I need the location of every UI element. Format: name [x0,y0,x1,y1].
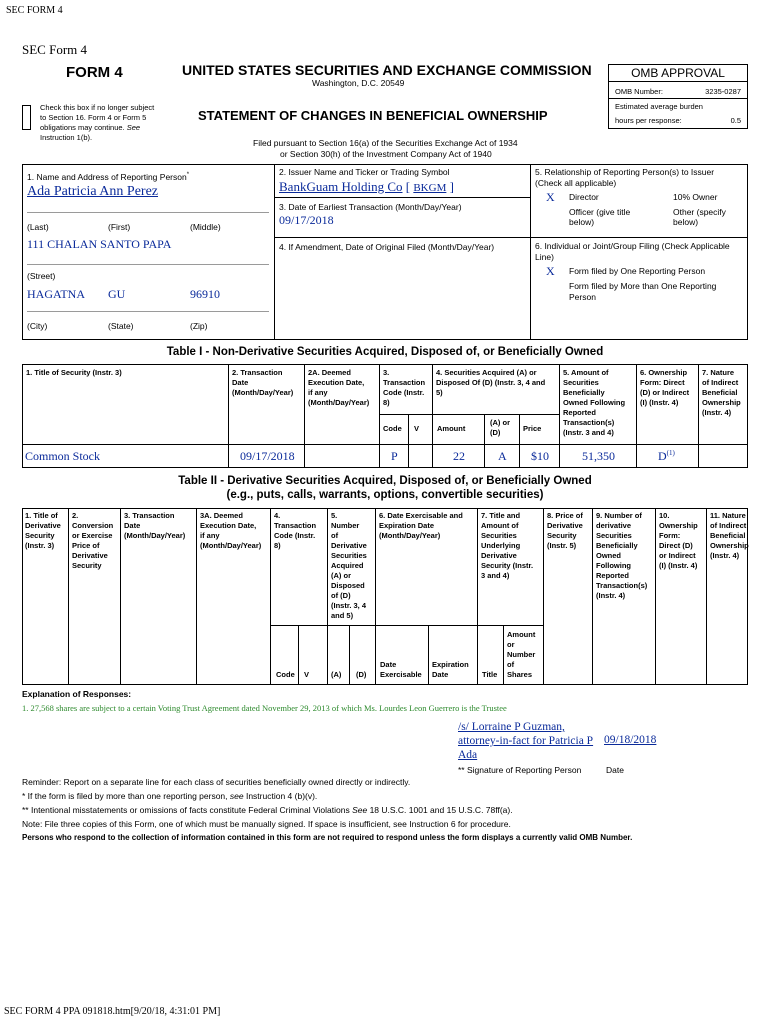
t2-d-subheader: (D) [356,670,367,679]
street-address: 111 CHALAN SANTO PAPA [27,237,172,251]
t1-acquired-disposed: A [498,449,507,463]
no-longer-subject-checkbox[interactable] [22,105,31,130]
multiple-persons-label: Form filed by More than One Reporting Person [569,281,717,302]
city-value: HAGATNA [27,287,85,301]
t1-security-title: Common Stock [25,449,101,463]
t2-v-subheader: V [304,670,310,679]
last-name-label: (Last) [27,222,49,232]
t1-code-subheader: Code [383,424,402,433]
t2-col3-header: 3. Transaction Date (Month/Day/Year) [124,511,186,540]
t2-col1-header: 1. Title of Derivative Security (Instr. 3) [25,511,61,550]
zip-label: (Zip) [190,321,208,331]
t1-ad-subheader: (A) or (D) [490,418,510,437]
checkbox-note-line: Instruction 1(b). [40,133,93,142]
t1-col2a-header: 2A. Deemed Execution Date, if any (Month/Day/Year) [308,368,370,407]
director-label: Director [569,192,599,202]
t2-col4-header: 4. Transaction Code (Instr. 8) [274,511,317,550]
t1-price: $10 [531,449,549,463]
checkbox-note [40,103,154,143]
t2-title-subheader: Title [482,670,498,679]
t1-transaction-date: 09/17/2018 [240,449,295,463]
filed-pursuant-line2: or Section 30(h) of the Investment Company Act of 1940 [280,149,492,159]
middle-name-label: (Middle) [190,222,221,232]
t2-col2-header: 2. Conversion or Exercise Price of Derivative Security [72,511,114,570]
explanation-note-1: 1. 27,568 shares are subject to a certain Voting Trust Agreement dated November 29, 2013 of which Ms. Lourdes Leon Guerrero is the Trustee [22,703,507,713]
reminder-three-copies: Note: File three copies of this Form, one of which must be manually signed. If space is insufficient, see Instruction 6 for procedure. [22,819,511,829]
explanation-label: Explanation of Responses: [22,689,132,699]
signature-date-label: Date [606,765,624,775]
issuer-label: 2. Issuer Name and Ticker or Trading Symbol [279,167,450,177]
reporting-person-name[interactable]: Ada Patricia Ann Perez [27,184,159,199]
amendment-label: 4. If Amendment, Date of Original Filed (Month/Day/Year) [279,242,495,252]
issuer-name-line: BankGuam Holding Co [ BKGM ] [279,179,454,194]
state-value: GU [108,287,126,301]
issuer-ticker[interactable]: BKGM [413,182,447,194]
t2-amount-subheader: Amount or Number of Shares [507,630,536,679]
checkbox-note-line: to Section 16. Form 4 or Form 5 [40,113,147,122]
omb-number-label: OMB Number: [615,87,663,96]
t1-col3-header: 3. Transaction Code (Instr. 8) [383,368,426,407]
t1-col4-header: 4. Securities Acquired (A) or Disposed Of (D) (Instr. 3, 4 and 5) [436,368,546,397]
omb-approval-box [608,64,748,129]
t1-price-subheader: Price [523,424,542,433]
t1-col2-header: 2. Transaction Date (Month/Day/Year) [232,368,294,397]
statement-title: STATEMENT OF CHANGES IN BENEFICIAL OWNERSHIP [198,108,548,123]
one-person-check-mark[interactable]: X [546,264,555,278]
t2-expiration-subheader: Expiration Date [432,660,469,679]
reporting-person-label: 1. Name and Address of Reporting Person* [27,171,190,182]
reminder-misstatements: ** Intentional misstatements or omissions of facts constitute Federal Criminal Violations See 18 U.S.C. 1001 and 15 U.S.C. 78ff(a). [22,805,513,815]
t1-col6-header: 6. Ownership Form: Direct (D) or Indirect (I) (Instr. 4) [640,368,690,407]
table2-title: Table II - Derivative Securities Acquired, Disposed of, or Beneficially Owned (e.g., puts, calls, warrants, options, convertible securities) [178,475,592,501]
director-check-mark[interactable]: X [546,190,555,204]
filed-pursuant-line1: Filed pursuant to Section 16(a) of the Securities Exchange Act of 1934 [253,138,518,148]
zip-value: 96910 [190,287,220,301]
reminder-omb-notice: Persons who respond to the collection of information contained in this form are not required to respond unless the form displays a currently valid OMB Number. [22,833,633,842]
t1-v-subheader: V [414,424,420,433]
signature-date: 09/18/2018 [604,734,657,746]
page-header: SEC FORM 4 [6,5,63,16]
earliest-transaction-label: 3. Date of Earliest Transaction (Month/Day/Year) [279,202,462,212]
ten-percent-owner-label: 10% Owner [673,192,718,202]
earliest-transaction-date: 09/17/2018 [279,213,334,227]
other-label: Other (specify below) [673,207,726,227]
t2-col10-header: 10. Ownership Form: Direct (D) or Indirect (I) (Instr. 4) [659,511,698,570]
form-number: FORM 4 [66,64,123,81]
t1-col5-header: 5. Amount of Securities Beneficially Owned Following Reported Transaction(s) (Instr. 3 and 4) [563,368,626,437]
state-label: (State) [108,321,134,331]
filing-type-label: 6. Individual or Joint/Group Filing (Check Applicable Line) [535,241,730,262]
t2-col6-header: 6. Date Exercisable and Expiration Date (Month/Day/Year) [379,511,463,540]
omb-burden-label: Estimated average burden [615,102,703,111]
t1-amount-subheader: Amount [437,424,466,433]
officer-label: Officer (give title below) [569,207,631,227]
reminder-multiple-persons: * If the form is filed by more than one reporting person, see Instruction 4 (b)(v). [22,791,318,801]
t1-col7-header: 7. Nature of Indirect Beneficial Ownership (Instr. 4) [702,368,741,417]
t2-a-subheader: (A) [331,670,342,679]
issuer-name[interactable]: BankGuam Holding Co [279,179,403,194]
t1-amount: 22 [453,449,465,463]
t2-code-subheader: Code [276,670,295,679]
signature-block: /s/ Lorraine P Guzman, attorney-in-fact for Patricia P Ada [458,721,594,761]
one-person-label: Form filed by One Reporting Person [569,266,706,276]
signature-label: ** Signature of Reporting Person [458,765,582,775]
t2-col8-header: 8. Price of Derivative Security (Instr. 5) [547,511,583,550]
checkbox-note-line: Check this box if no longer subject [40,103,155,112]
t1-col1-header: 1. Title of Security (Instr. 3) [26,368,122,377]
omb-title: OMB APPROVAL [608,64,748,82]
t2-col11-header: 11. Nature of Indirect Beneficial Ownership (Instr. 4) [710,511,749,560]
city-label: (City) [27,321,48,331]
omb-hours-label: hours per response: [615,116,682,125]
form-title-small: SEC Form 4 [22,42,88,57]
checkbox-note-line: obligations may continue. See [40,123,141,132]
t2-col5-header: 5. Number of Derivative Securities Acquired (A) or Disposed of (D) (Instr. 3, 4 and 5) [331,511,367,620]
t2-col7-header: 7. Title and Amount of Securities Underlying Derivative Security (Instr. 3 and 4) [481,511,534,580]
agency-address: Washington, D.C. 20549 [312,78,405,88]
first-name-label: (First) [108,222,131,232]
omb-number-value: 3235-0287 [705,87,741,96]
t1-transaction-code: P [391,449,398,463]
agency-title: UNITED STATES SECURITIES AND EXCHANGE COMMISSION [182,62,592,78]
street-label: (Street) [27,271,56,281]
omb-hours-value: 0.5 [730,116,741,125]
relationship-label: 5. Relationship of Reporting Person(s) to Issuer (Check all applicable) [535,167,715,188]
reminder-separate-line: Reminder: Report on a separate line for each class of securities beneficially owned directly or indirectly. [22,777,411,787]
page-footer: SEC FORM 4 PPA 091818.htm[9/20/18, 4:31:01 PM] [4,1006,221,1017]
t1-ownership-form: $D^{(1)}$ [658,449,675,463]
table1-title: Table I - Non-Derivative Securities Acquired, Disposed of, or Beneficially Owned [166,346,604,358]
t2-col3a-header: 3A. Deemed Execution Date, if any (Month/Day/Year) [200,511,262,550]
t2-col9-header: 9. Number of derivative Securities Beneficially Owned Following Reported Transaction(s) (Instr. 4) [596,511,648,600]
t2-date-exercisable-subheader: Date Exercisable [380,660,422,679]
t1-owned-following: 51,350 [582,449,615,463]
